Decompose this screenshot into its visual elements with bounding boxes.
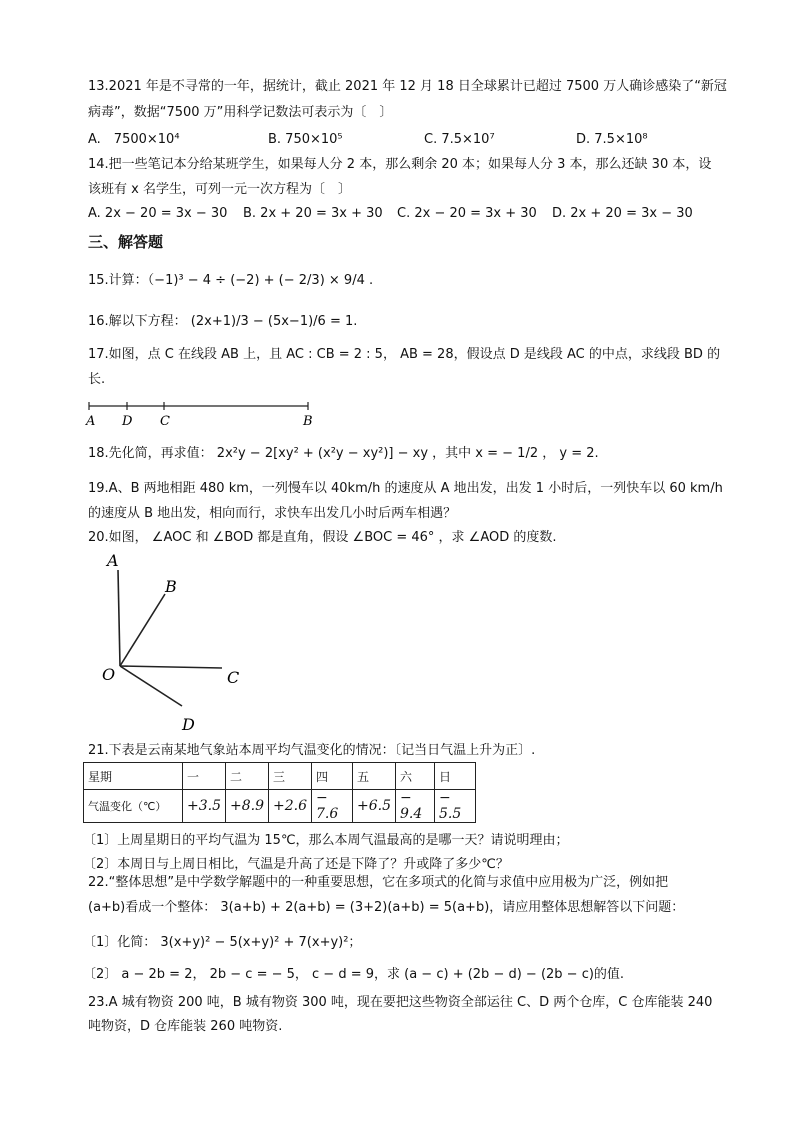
q22-line1: 22.“整体思想”是中学数学解题中的一种重要思想，它在多项式的化简与求值中应用极为广泛，例如把 [88, 875, 669, 890]
q23-line2: 吨物资，D 仓库能装 260 吨物资. [88, 1019, 283, 1034]
section-heading: 三、解答题 [88, 233, 164, 251]
q16-text: 16.解以下方程： (2x+1)/3 − (5x−1)/6 = 1. [88, 314, 358, 329]
q22-sub1: 〔1〕化简： 3(x+y)² − 5(x+y)² + 7(x+y)²； [83, 935, 362, 950]
ray-b-label: B [165, 577, 177, 596]
q15-text: 15.计算：（−1)³ − 4 ÷ (−2) + (− 2/3) × 9/4 . [88, 273, 374, 288]
vertex-o-label: O [102, 665, 116, 684]
q22-sub2: 〔2〕 a − 2b = 2， 2b − c = − 5， c − d = 9，求 (a − c) + (2b − d) − (2b − c)的值. [83, 967, 625, 982]
temperature-table [83, 762, 476, 823]
day-cell: 一 [183, 763, 226, 790]
q13-line2: 病毒”，数据“7500 万”用科学记数法可表示为〔 〕 [88, 105, 393, 120]
point-b-label: B [303, 414, 313, 429]
value-cell: +8.9 [226, 790, 269, 823]
point-d-label: D [122, 414, 133, 429]
q14-line1: 14.把一些笔记本分给某班学生，如果每人分 2 本，那么剩余 20 本；如果每人分 3 本，那么还缺 30 本，设 [88, 157, 712, 172]
q19-line2: 的速度从 B 地出发，相向而行，求快车出发几小时后两车相遇？ [88, 506, 457, 521]
value-cell: +3.5 [183, 790, 226, 823]
q14-option-d: D. 2x + 20 = 3x − 30 [552, 206, 693, 221]
day-cell: 二 [226, 763, 269, 790]
q17-line1: 17.如图，点 C 在线段 AB 上，且 AC : CB = 2 : 5， AB = 28，假设点 D 是线段 AC 的中点，求线段 BD 的 [88, 347, 721, 362]
value-cell: +6.5 [353, 790, 396, 823]
q13-option-c: C. 7.5×10⁷ [424, 132, 495, 147]
q17-line2: 长. [88, 372, 106, 387]
day-cell: 四 [312, 763, 353, 790]
q23-line1: 23.A 城有物资 200 吨，B 城有物资 300 吨，现在要把这些物资全部运往 C、D 两个仓库，C 仓库能装 240 [88, 995, 713, 1010]
point-a-label: A [86, 414, 96, 429]
q20-text: 20.如图， ∠AOC 和 ∠BOD 都是直角，假设 ∠BOC = 46° ，求 ∠AOD 的度数. [88, 530, 557, 545]
q21-sub1: 〔1〕上周星期日的平均气温为 15℃，那么本周气温最高的是哪一天？请说明理由； [83, 833, 569, 848]
q22-line2: (a+b)看成一个整体： 3(a+b) + 2(a+b) = (3+2)(a+b) = 5(a+b)，请应用整体思想解答以下问题： [88, 900, 685, 915]
day-cell: 三 [269, 763, 312, 790]
q13-line1: 13.2021 年是不寻常的一年，据统计，截止 2021 年 12 月 18 日全球累计已超过 7500 万人确诊感染了“新冠 [88, 79, 727, 94]
day-cell: 五 [353, 763, 396, 790]
segment-diagram [84, 398, 324, 430]
point-c-label: C [160, 414, 170, 429]
table-row [84, 790, 476, 823]
q13-option-b: B. 750×10⁵ [268, 132, 343, 147]
value-cell: +2.6 [269, 790, 312, 823]
header-label-cell: 星期 [84, 763, 183, 790]
q13-option-a: A. 7500×10⁴ [88, 132, 180, 147]
q14-option-a: A. 2x − 20 = 3x − 30 [88, 206, 228, 221]
q14-line2: 该班有 x 名学生，可列一元一次方程为〔 〕 [88, 182, 351, 197]
ray-c-label: C [227, 668, 240, 687]
day-cell: 日 [435, 763, 476, 790]
q21-sub2: 〔2〕本周日与上周日相比，气温是升高了还是下降了？升或降了多少℃？ [83, 857, 509, 872]
row-label-cell: 气温变化（℃） [84, 790, 183, 823]
q21-text: 21.下表是云南某地气象站本周平均气温变化的情况：〔记当日气温上升为正〕. [88, 743, 536, 758]
q14-option-b: B. 2x + 20 = 3x + 30 [243, 206, 383, 221]
table-row [84, 763, 476, 790]
value-cell: − 9.4 [396, 790, 435, 823]
angle-diagram [95, 548, 255, 738]
value-cell: − 7.6 [312, 790, 353, 823]
q13-option-d: D. 7.5×10⁸ [576, 132, 648, 147]
ray-a-label: A [107, 551, 119, 570]
day-cell: 六 [396, 763, 435, 790]
q18-text: 18.先化简，再求值： 2x²y − 2[xy² + (x²y − xy²)] − xy ，其中 x = − 1/2 ， y = 2. [88, 446, 599, 461]
ray-d-label: D [182, 715, 195, 734]
q19-line1: 19.A、B 两地相距 480 km，一列慢车以 40km/h 的速度从 A 地出发，出发 1 小时后，一列快车以 60 km/h [88, 481, 723, 496]
q14-option-c: C. 2x − 20 = 3x + 30 [397, 206, 537, 221]
value-cell: − 5.5 [435, 790, 476, 823]
